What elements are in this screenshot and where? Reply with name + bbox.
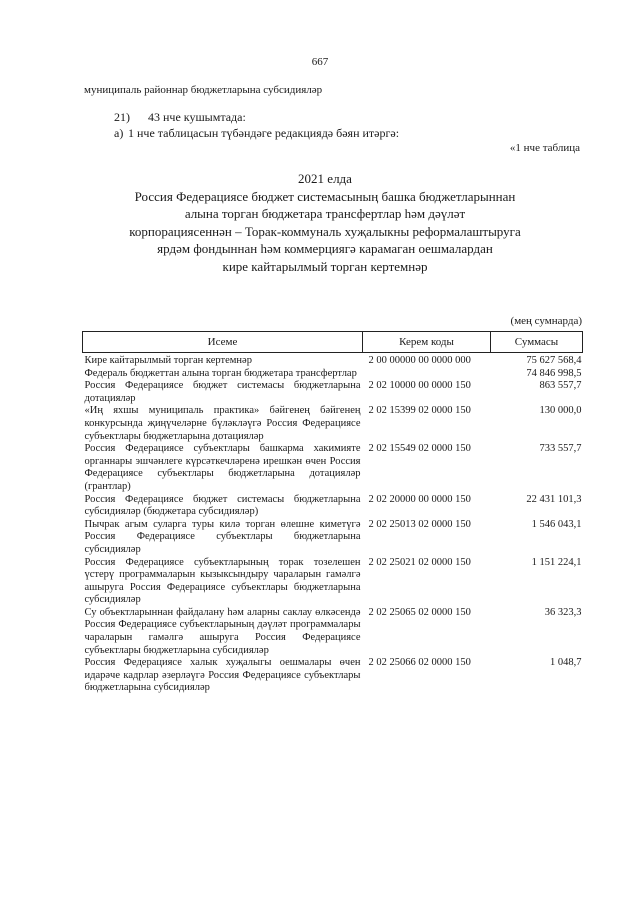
row-name-text: Федераль бюджеттан алына торган бюджетара трансфертлар xyxy=(84,367,357,379)
row-sum: 1 151 224,1 xyxy=(531,556,582,568)
table-row xyxy=(83,494,583,519)
row-name: Россия Федерациясе субъектларының торак тозелешен үстерү программаларын кызыксындыру чараларын гамәлгә ашыруга Россия Федерациясе субъектлары бюджетларына субсидияләр xyxy=(84,556,361,606)
title-line: корпорациясеннән – Торак-коммуналь хуҗалыкны реформалаштыруга xyxy=(129,223,521,239)
row-sum xyxy=(491,353,583,381)
title-line: алына торган бюджетара трансфертлар һәм дәүләт xyxy=(184,206,466,221)
row-name-text: Кире кайтарылмый торган кертемнәр xyxy=(84,355,252,366)
row-sum-text: 75 627 568,4 xyxy=(526,355,582,366)
row-sum: 130 000,0 xyxy=(539,405,582,417)
row-name: Россия Федерациясе бюджет системасы бюджетларына дотацияләр xyxy=(84,380,361,404)
table-row xyxy=(83,405,583,443)
title-block xyxy=(60,170,590,275)
header-code: Керем коды xyxy=(363,332,491,353)
header-sum: Суммасы xyxy=(491,332,583,353)
row-code: 2 02 15549 02 0000 150 xyxy=(368,443,471,455)
table-row xyxy=(83,519,583,557)
table-row xyxy=(83,657,583,695)
row-code: 2 02 25065 02 0000 150 xyxy=(368,606,471,618)
page-number: 667 xyxy=(311,56,329,68)
row-sum: 863 557,7 xyxy=(539,380,582,392)
row-sum: 733 557,7 xyxy=(539,443,582,455)
continuation-text: муниципаль районнар бюджетларына субсидияләр xyxy=(84,84,323,96)
row-name: Россия Федерациясе субъектлары башкарма хакимияте органнары эшчәнлеге күрсәткечләренә ирешкән өчен Россия Федерациясе субъектлары бюджетларына дотацияләр (грантлар) xyxy=(84,443,361,492)
row-name: Пычрак агым суларга туры килә торган өлешне киметүгә Россия Федерациясе субъектлары бюджетларына субсидияләр xyxy=(84,518,361,555)
row-sum: 36 323,3 xyxy=(544,606,582,618)
title-line: кире кайтарылмый торган кертемнәр xyxy=(222,258,428,274)
units-note: (мең сумнарда) xyxy=(510,315,582,327)
item-21 xyxy=(114,110,246,125)
row-code: 2 02 20000 00 0000 150 xyxy=(368,493,471,505)
row-code: 2 00 00000 00 0000 000 xyxy=(368,355,471,366)
row-code: 2 02 25066 02 0000 150 xyxy=(368,657,471,669)
revenue-table xyxy=(82,331,583,695)
row-name xyxy=(83,353,363,381)
row-name: Россия Федерациясе бюджет системасы бюджетларына субсидияләр (бюджетара субсидияләр) xyxy=(84,493,361,518)
item-a xyxy=(114,126,399,141)
row-sum: 1 546 043,1 xyxy=(531,518,582,530)
title-year: 2021 елда xyxy=(298,171,352,186)
row-sum: 22 431 101,3 xyxy=(526,493,582,505)
row-code: 2 02 10000 00 0000 150 xyxy=(368,380,471,392)
item-number: 21) xyxy=(114,110,130,124)
row-code: 2 02 25013 02 0000 150 xyxy=(368,518,471,530)
title-line: ярдәм фондыннан һәм коммерциягә карамаган оешмалардан xyxy=(157,241,493,256)
item-letter: а) xyxy=(114,126,124,140)
row-code: 2 02 25021 02 0000 150 xyxy=(368,556,471,568)
row-sum: 1 048,7 xyxy=(550,657,582,669)
table-row xyxy=(83,607,583,657)
row-name: «Иң яхшы муниципаль практика» бәйгенең бәйгенең конкурсында җиңүчеләрне бүләкләүгә Россия Федерациясе субъектлары бюджетларына дотацияләр xyxy=(84,405,361,442)
table-header-row xyxy=(83,332,583,353)
item-text: 1 нче таблицасын түбәндәге редакциядә бәян итәргә: xyxy=(128,126,400,140)
row-code: 2 02 15399 02 0000 150 xyxy=(368,405,471,417)
table-row xyxy=(83,443,583,493)
item-text: 43 нче кушымтада: xyxy=(148,110,246,124)
header-name: Исеме xyxy=(83,332,363,353)
row-name: Россия Федерациясе халык хуҗалыгы оешмалары өчен идарәче кадрлар әзерләүгә Россия Федерациясе субъектлары бюджетларына субсидияләр xyxy=(84,657,361,694)
table-row xyxy=(83,557,583,607)
table-row xyxy=(83,353,583,381)
row-sum-text: 74 846 998,5 xyxy=(526,367,582,379)
table-reference: «1 нче таблица xyxy=(509,142,580,154)
table-row xyxy=(83,380,583,405)
title-line: Россия Федерациясе бюджет системасының башка бюджетларыннан xyxy=(134,188,516,204)
row-name: Су объектларыннан файдалану һәм аларны саклау өлкәсендә Россия Федерациясе субъектларының дәүләт программалары чараларын гамәлгә ашыруга Россия Федерациясе субъектлары бюджетларына субсидияләр xyxy=(84,606,361,656)
